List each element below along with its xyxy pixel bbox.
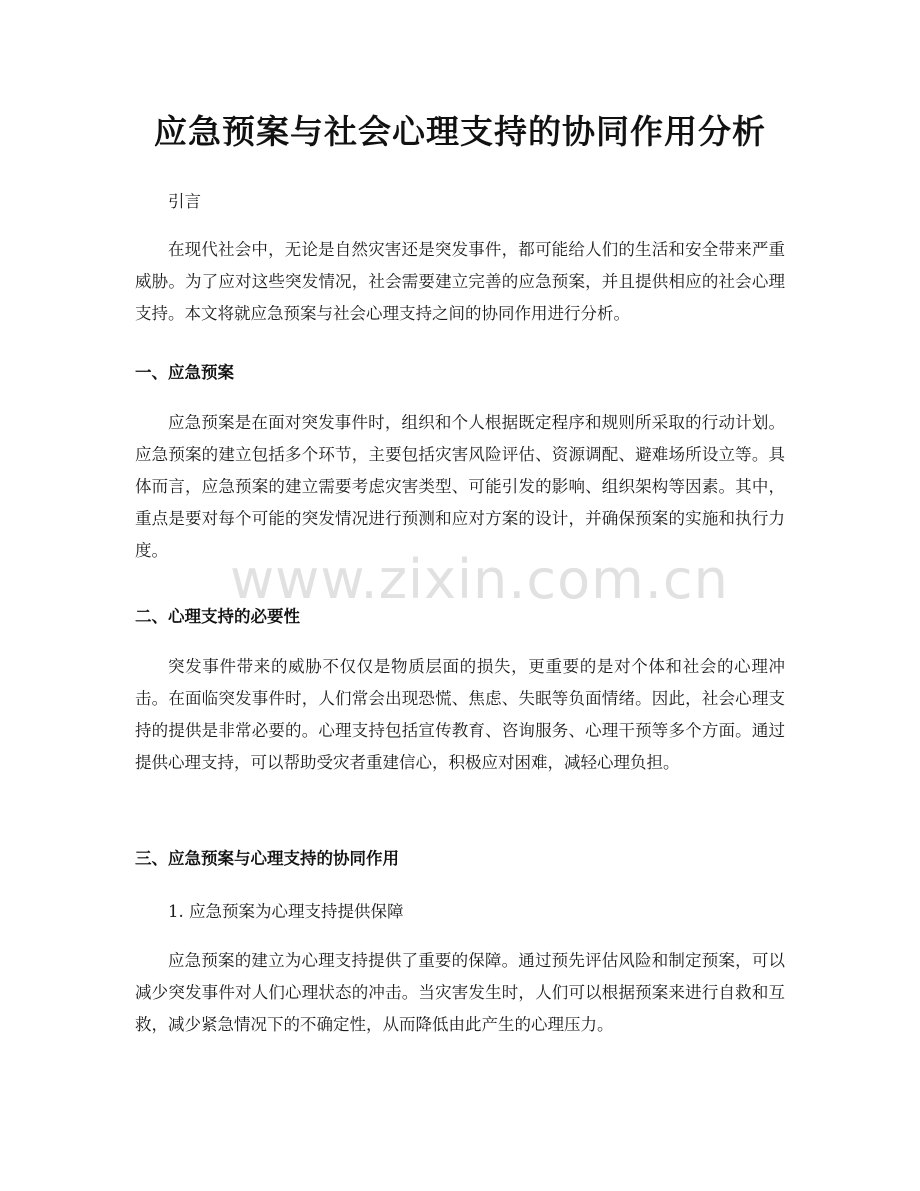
intro-label: 引言 xyxy=(168,192,201,211)
subsection-heading-plan-guarantee: 1. 应急预案为心理支持提供保障 xyxy=(168,902,404,921)
section-heading-psychological-support: 二、心理支持的必要性 xyxy=(135,607,300,626)
section-heading-synergy: 三、应急预案与心理支持的协同作用 xyxy=(135,849,399,868)
section-paragraph-psychological-support: 突发事件带来的威胁不仅仅是物质层面的损失，更重要的是对个体和社会的心理冲击。在面临突发事件时，人们常会出现恐慌、焦虑、失眠等负面情绪。因此，社会心理支持的提供是非常必要的。心理支持包括宣传教育、咨询服务、心理干预等多个方面。通过提供心理支持，可以帮助受灾者重建信心，积极应对困难，减轻心理负担。 xyxy=(135,657,785,772)
watermark: www.zixin.com.cn xyxy=(230,548,729,611)
intro-paragraph: 在现代社会中，无论是自然灾害还是突发事件，都可能给人们的生活和安全带来严重威胁。为了应对这些突发情况，社会需要建立完善的应急预案，并且提供相应的社会心理支持。本文将就应急预案与社会心理支持之间的协同作用进行分析。 xyxy=(135,240,785,323)
subsection-paragraph-plan-guarantee: 应急预案的建立为心理支持提供了重要的保障。通过预先评估风险和制定预案，可以减少突发事件对人们心理状态的冲击。当灾害发生时，人们可以根据预案来进行自救和互救，减少紧急情况下的不确定性，从而降低由此产生的心理压力。 xyxy=(135,951,785,1034)
page-title: 应急预案与社会心理支持的协同作用分析 xyxy=(154,112,766,151)
section-paragraph-emergency-plan: 应急预案是在面对突发事件时，组织和个人根据既定程序和规则所采取的行动计划。应急预案的建立包括多个环节，主要包括灾害风险评估、资源调配、避难场所设立等。具体而言，应急预案的建立需要考虑灾害类型、可能引发的影响、组织架构等因素。其中，重点是要对每个可能的突发情况进行预测和应对方案的设计，并确保预案的实施和执行力度。 xyxy=(135,413,785,560)
section-heading-emergency-plan: 一、应急预案 xyxy=(135,363,234,382)
